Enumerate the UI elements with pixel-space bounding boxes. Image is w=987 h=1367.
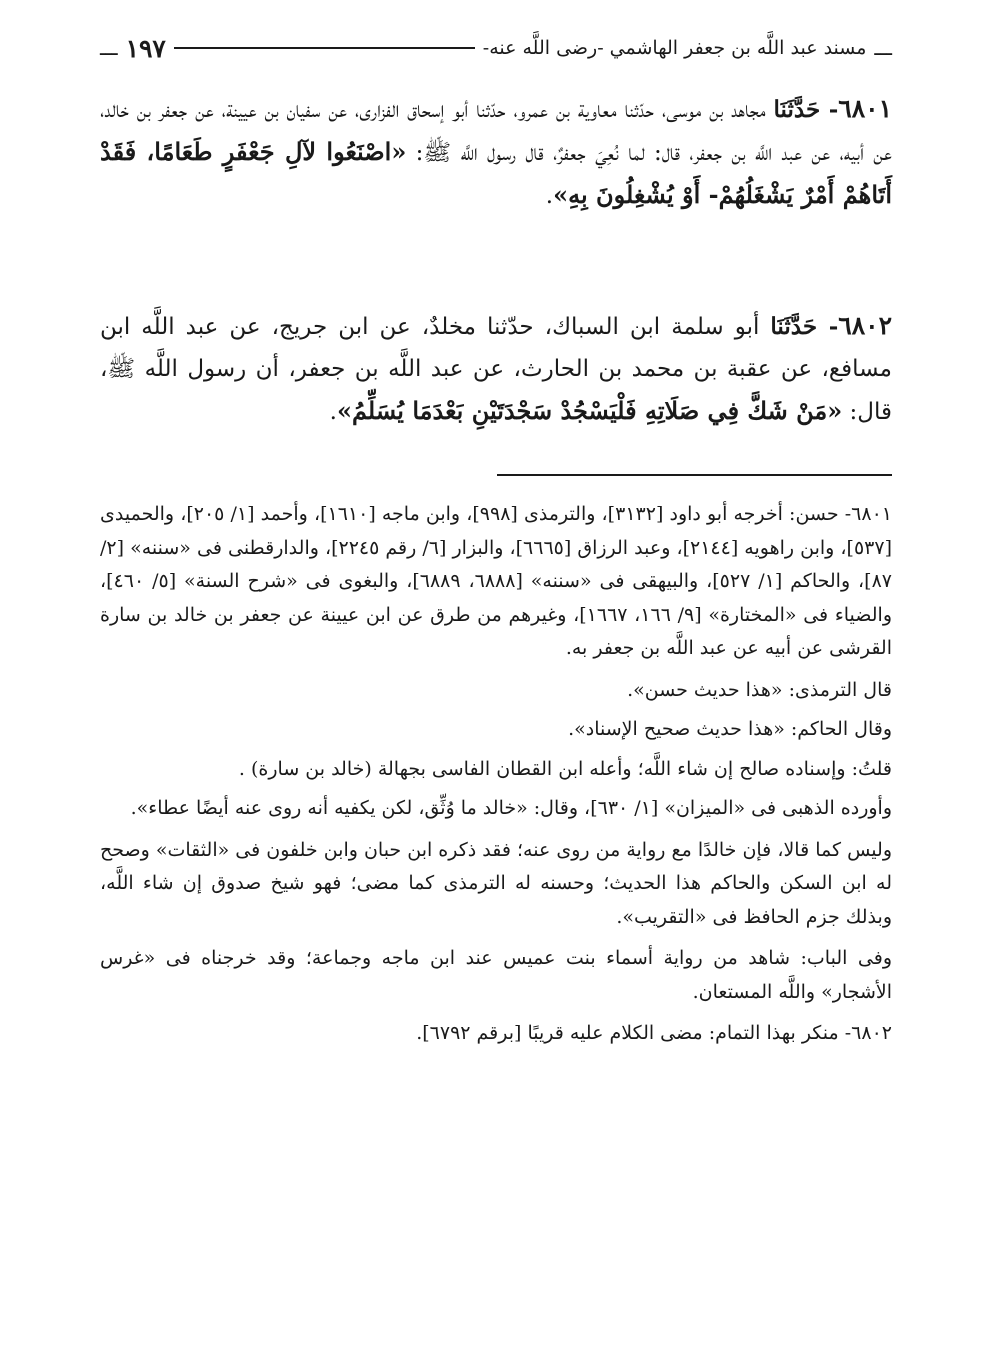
hadith-6801 <box>100 88 892 217</box>
page-number: ١٩٧ <box>125 33 166 63</box>
hadith-quote: «اصْنَعُوا لآلِ جَعْفَرٍ طَعَامًا، فَقَدْ أَتَاهُمْ أَمْرٌ يَشْغَلُهُمْ- أَوْ يُشْغِلُونَ بِهِ» <box>100 137 892 209</box>
footnote-qultu: قلتُ: وإسناده صالح إن شاء اللَّه؛ وأعله ابن القطان الفاسى بجهالة (خالد بن سارة) . <box>238 757 892 780</box>
footnote-dhahabi: وأورده الذهبى فى «الميزان» [١/ ٦٣٠]، وقال: «خالد ما وُثِّق، لكن يكفيه أنه روى عنه أيضًا عطاء». <box>130 797 892 819</box>
header-rule <box>174 47 475 49</box>
hadith-lead: - حَدَّثَنَا <box>770 313 839 340</box>
hadith-end: . <box>545 183 554 209</box>
book-page <box>100 0 892 1367</box>
hadith-number: ٦٨٠١ <box>838 94 892 123</box>
hadith-quote: «مَنْ شَكَّ فِي صَلَاتِهِ فَلْيَسْجُدْ سَجْدَتَيْنِ بَعْدَمَا يُسَلِّمُ» <box>336 396 843 425</box>
hadith-text: أبو سلمة ابن السباك، حدّثنا مخلدٌ، عن ابن جريج، عن عبد اللَّه ابن مسافع، عن عقبة بن محمد بن الحارث، عن عبد اللَّه بن جعفر، أن رسول اللَّه ﷺ، قال: <box>100 314 892 425</box>
footnote-6801: ٦٨٠١- حسن: أخرجه أبو داود [٣١٣٢]، والترمذى [٩٩٨]، وابن ماجه [١٦١٠]، وأحمد [١/ ٢٠٥]، والحميدى [٥٣٧]، وابن راهويه [٢١٤٤]، وعبد الرزاق [٦٦٦٥]، والبزار [٦/ رقم ٢٢٤٥]، والدارقطنى فى «سننه» [٢/ ٨٧]، والحاكم [١/ ٥٢٧]، والبيهقى فى «سننه» [٦٨٨٨، ٦٨٨٩]، والبغوى فى «شرح السنة» [٥/ ٤٦٠]، والضياء فى «المختارة» [٩/ ١٦٦، ١٦٦٧]، وغيرهم من طرق عن ابن عيينة عن جعفر بن خالد بن سارة القرشى عن أبيه عن عبد اللَّه بن جعفر به. <box>100 503 893 659</box>
hadith-end: . <box>329 399 337 425</box>
hadith-text: مجاهد بن موسى، حدّثنا معاوية بن عمرو، حدّثنا أبو إسحاق الفزارى، عن سفيان بن عيينة، عن جعفر بن خالد، عن أبيه، عن عبد اللَّه بن جعفر، قال: لما نُعِيَ جعفرٌ، قال رسول اللَّه ﷺ: <box>100 97 892 166</box>
footnote-separator <box>497 474 892 476</box>
footnote-tirmidhi: قال الترمذى: «هذا حديث حسن». <box>627 678 892 701</box>
footnotes <box>100 498 892 1059</box>
hadith-6802 <box>100 305 892 433</box>
running-header <box>100 30 892 66</box>
hadith-number: ٦٨٠٢ <box>838 311 892 340</box>
hadith-lead: - حَدَّثَنَا <box>773 96 839 123</box>
running-title: مسند عبد اللَّه بن جعفر الهاشمي -رضى اللَّه عنه- <box>482 37 867 59</box>
footnote-hakim: وقال الحاكم: «هذا حديث صحيح الإسناد». <box>568 718 892 740</box>
footnote-laysa: وليس كما قالا، فإن خالدًا مع رواية من روى عنه؛ فقد ذكره ابن حبان وابن خلفون فى «الثقات» وصحح له ابن السكن والحاكم هذا الحديث؛ وحسنه له الترمذى كما مضى؛ فهو شيخ صدوق إن شاء اللَّه، وبذلك جزم الحافظ فى «التقريب». <box>100 838 892 928</box>
header-trailing-dash: ـــ <box>100 36 118 60</box>
header-leading-dash: ـــ <box>874 36 892 60</box>
footnote-6802: ٦٨٠٢- منكر بهذا التمام: مضى الكلام عليه قريبًا [برقم ٦٧٩٢]. <box>416 1022 892 1044</box>
footnote-bab: وفى الباب: شاهد من رواية أسماء بنت عميس عند ابن ماجه وجماعة؛ وقد خرجناه فى «غرس الأشجار» واللَّه المستعان. <box>100 947 892 1003</box>
